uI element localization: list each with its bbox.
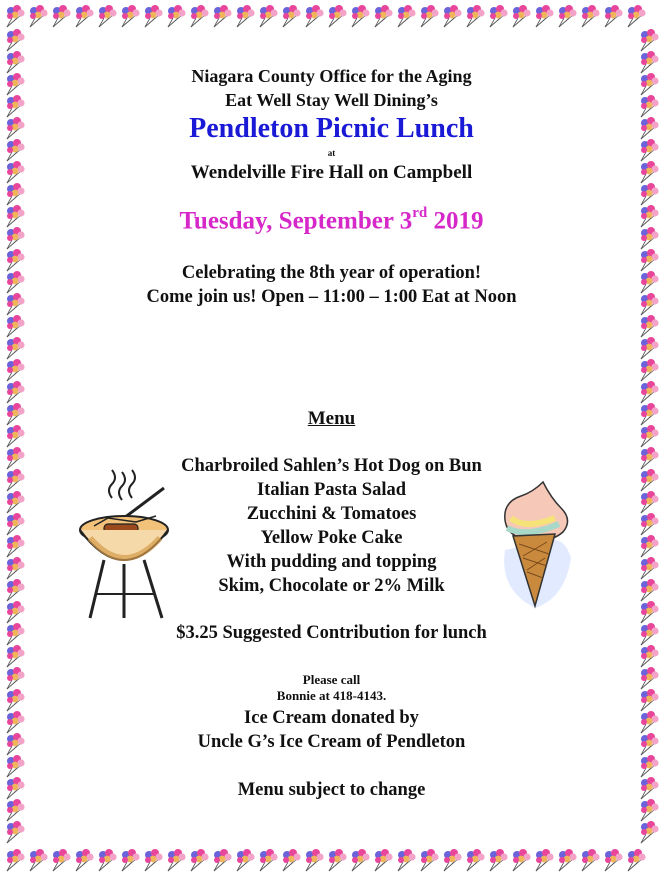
donation-line: Ice Cream donated by xyxy=(244,708,419,728)
date-suffix: rd xyxy=(412,205,428,221)
program-name: Eat Well Stay Well Dining’s xyxy=(225,90,438,110)
menu-item: Italian Pasta Salad xyxy=(256,480,407,500)
grill-icon xyxy=(76,468,176,623)
menu-item: Yellow Poke Cake xyxy=(260,528,403,548)
date-year: 2019 xyxy=(433,207,484,235)
celebration-note: Celebrating the 8th year of operation! xyxy=(181,263,482,283)
event-date xyxy=(0,207,663,235)
call-line: Please call xyxy=(302,672,361,687)
donor-name: Uncle G’s Ice Cream of Pendleton xyxy=(197,732,466,752)
organization-name: Niagara County Office for the Aging xyxy=(191,66,472,86)
event-title: Pendleton Picnic Lunch xyxy=(189,113,474,144)
menu-item: Zucchini & Tomatoes xyxy=(246,504,417,524)
venue: Wendelville Fire Hall on Campbell xyxy=(190,162,473,183)
disclaimer: Menu subject to change xyxy=(237,780,426,800)
menu-item: With pudding and topping xyxy=(226,552,437,572)
date-main: Tuesday, September 3 xyxy=(179,207,413,235)
call-contact: Bonnie at 418-4143. xyxy=(276,688,387,703)
menu-item: Charbroiled Sahlen’s Hot Dog on Bun xyxy=(181,456,482,476)
ice-cream-cone-icon xyxy=(497,480,577,615)
menu-item: Skim, Chocolate or 2% Milk xyxy=(218,576,445,596)
hours-note: Come join us! Open – 11:00 – 1:00 Eat at Noon xyxy=(146,287,517,307)
at-label: at xyxy=(327,148,336,158)
price-note: $3.25 Suggested Contribution for lunch xyxy=(176,623,487,643)
menu-heading: Menu xyxy=(307,408,356,429)
